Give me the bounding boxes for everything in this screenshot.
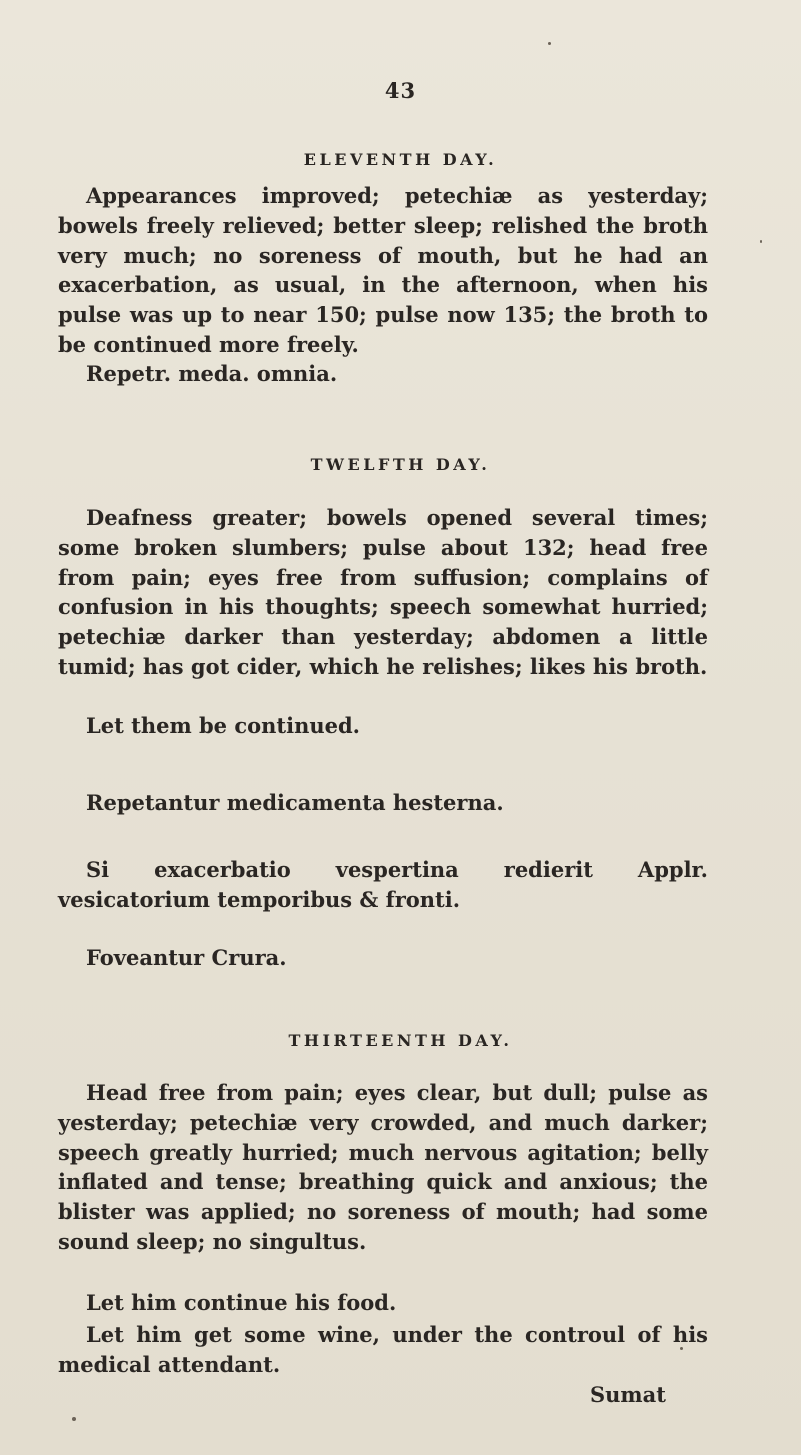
section-paragraph-eleventh-day: Appearances improved; petechiæ as yesterday; bowels freely relieved; better sleep; relished the broth very much; no soreness of mouth, but he had an exacerbation, as usual, in the afternoon, when his pulse was up to near 150; pulse now 135; the broth to be continued more freely. (58, 183, 708, 357)
section-heading-twelfth-day: TWELFTH DAY. (310, 455, 491, 474)
catchword: Sumat (590, 1382, 666, 1407)
paper-speck (680, 1347, 683, 1350)
section-heading-eleventh-day: ELEVENTH DAY. (303, 150, 498, 169)
prescription-twelfth-day-2: Repetantur medicamenta hesterna. (86, 790, 504, 815)
prescription-twelfth-day-1: Let them be continued. (86, 713, 360, 738)
paper-speck (72, 1417, 76, 1421)
prescription-eleventh-day: Repetr. meda. omnia. (86, 361, 338, 386)
paper-speck (548, 42, 551, 45)
section-heading-thirteenth-day: THIRTEENTH DAY. (288, 1031, 513, 1050)
page-number: 43 (384, 78, 417, 103)
order-thirteenth-day-1: Let him continue his food. (86, 1290, 397, 1315)
section-paragraph-twelfth-day: Deafness greater; bowels opened several times; some broken slumbers; pulse about 132; head free from pain; eyes free from suffusion; complains of confusion in his thoughts; speech somewhat hurried; petechiæ darker than yesterday; abdomen a little tumid; has got cider, which he relishes; likes his broth. (58, 505, 708, 679)
prescription-twelfth-day-4: Foveantur Crura. (86, 945, 287, 970)
prescription-twelfth-day-3: Si exacerbatio vespertina redierit Applr. vesicatorium temporibus & fronti. (58, 857, 708, 912)
order-thirteenth-day-2: Let him get some wine, under the controul of his medical attendant. (58, 1322, 708, 1377)
paper-speck (760, 240, 762, 243)
section-paragraph-thirteenth-day: Head free from pain; eyes clear, but dull; pulse as yesterday; petechiæ very crowded, and much darker; speech greatly hurried; much nervous agitation; belly inflated and tense; breathing quick and anxious; the blister was applied; no soreness of mouth; had some sound sleep; no singultus. (58, 1080, 708, 1254)
